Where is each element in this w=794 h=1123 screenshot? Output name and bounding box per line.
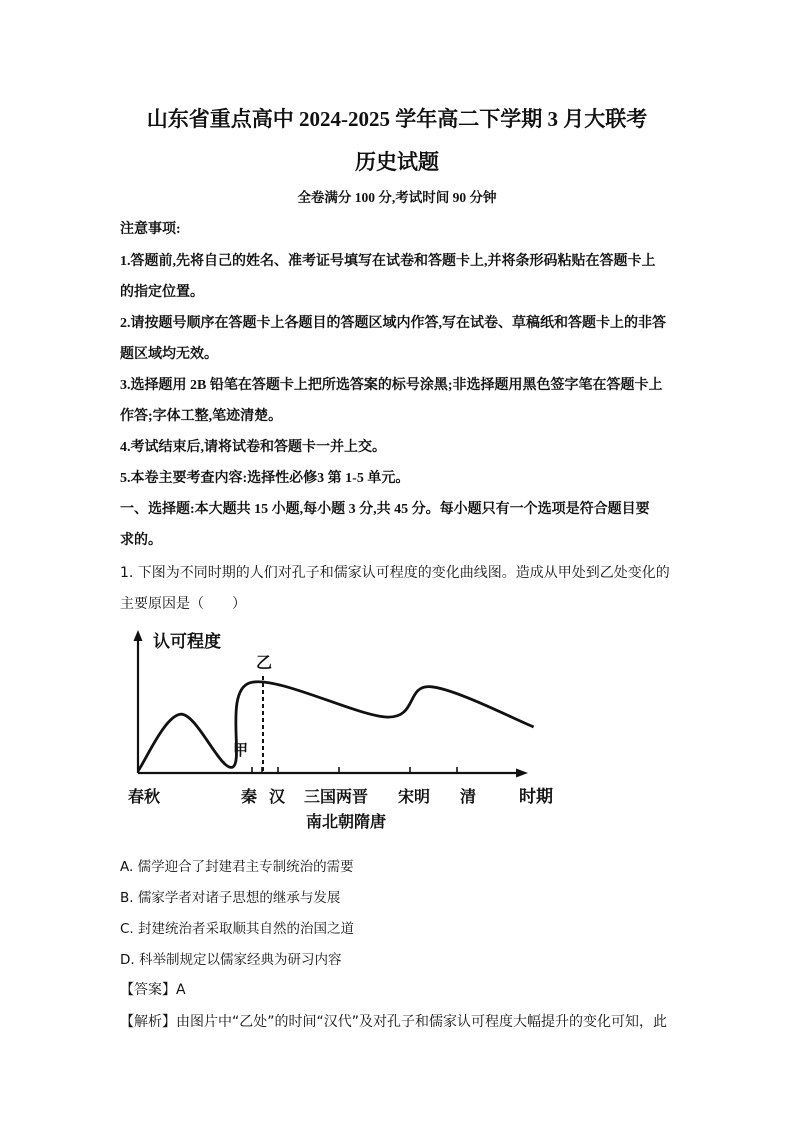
tick-label: 清 [460, 787, 477, 806]
exam-title: 山东省重点高中 2024-2025 学年高二下学期 3 月大联考 [146, 107, 648, 131]
recognition-curve [138, 682, 534, 771]
tick-label: 三国两晋 [304, 787, 369, 806]
notice-line: 的指定位置。 [120, 285, 204, 300]
x-axis-label: 时期 [519, 787, 553, 807]
notice-line: 4.考试结束后,请将试卷和答题卡一并上交。 [120, 440, 386, 455]
notice-line: 题区域均无效。 [120, 347, 218, 362]
notice-line: 2.请按题号顺序在答题卡上各题目的答题区域内作答,写在试卷、草稿纸和答题卡上的非答 [120, 316, 666, 331]
tick-label: 宋明 [398, 787, 431, 806]
tick-label: 春秋 [128, 787, 161, 806]
section-heading: 一、选择题:本大题共 15 小题,每小题 3 分,共 45 分。每小题只有一个选项是符合题目要 [120, 502, 650, 517]
x-axis-arrow-icon [516, 769, 528, 778]
notice-line: 1.答题前,先将自己的姓名、准考证号填写在试卷和答题卡上,并将条形码粘贴在答题卡上 [120, 254, 656, 269]
notice-line: 5.本卷主要考查内容:选择性必修3 第 1-5 单元。 [120, 471, 410, 486]
option-c: C. 封建统治者采取顺其自然的治国之道 [120, 921, 355, 937]
notice-line: 作答;字体工整,笔迹清楚。 [120, 409, 283, 424]
option-d: D. 科举制规定以儒家经典为研习内容 [120, 952, 342, 968]
exam-subtitle: 历史试题 [355, 150, 439, 174]
question-stem: 1. 下图为不同时期的人们对孔子和儒家认可程度的变化曲线图。造成从甲处到乙处变化的 [120, 565, 670, 581]
section-heading-cont: 求的。 [120, 533, 162, 548]
point-label-jia: 甲 [233, 741, 249, 759]
y-axis-label: 认可程度 [153, 632, 221, 652]
tick-label: 秦 [241, 787, 258, 806]
notice-line: 3.选择题用 2B 铅笔在答题卡上把所选答案的标号涂黑;非选择题用黑色签字笔在答题卡上 [120, 378, 663, 393]
option-b: B. 儒家学者对诸子思想的继承与发展 [120, 890, 341, 906]
chart-axes [134, 630, 529, 778]
point-label-yi: 乙 [256, 653, 273, 672]
answer-line: 【答案】A [120, 982, 186, 998]
tick-label: 汉 [269, 787, 286, 806]
option-a: A. 儒学迎合了封建君主专制统治的需要 [120, 859, 354, 875]
analysis-line: 【解析】由图片中“乙处”的时间“汉代”及对孔子和儒家认可程度大幅提升的变化可知，此 [120, 1014, 668, 1030]
recognition-chart [110, 624, 580, 839]
question-stem-cont: 主要原因是（ ） [120, 596, 246, 612]
y-axis-arrow-icon [134, 630, 143, 641]
notice-heading: 注意事项: [120, 222, 181, 237]
tick-label-secondary: 南北朝隋唐 [306, 812, 387, 831]
exam-meta: 全卷满分 100 分,考试时间 90 分钟 [297, 190, 497, 205]
